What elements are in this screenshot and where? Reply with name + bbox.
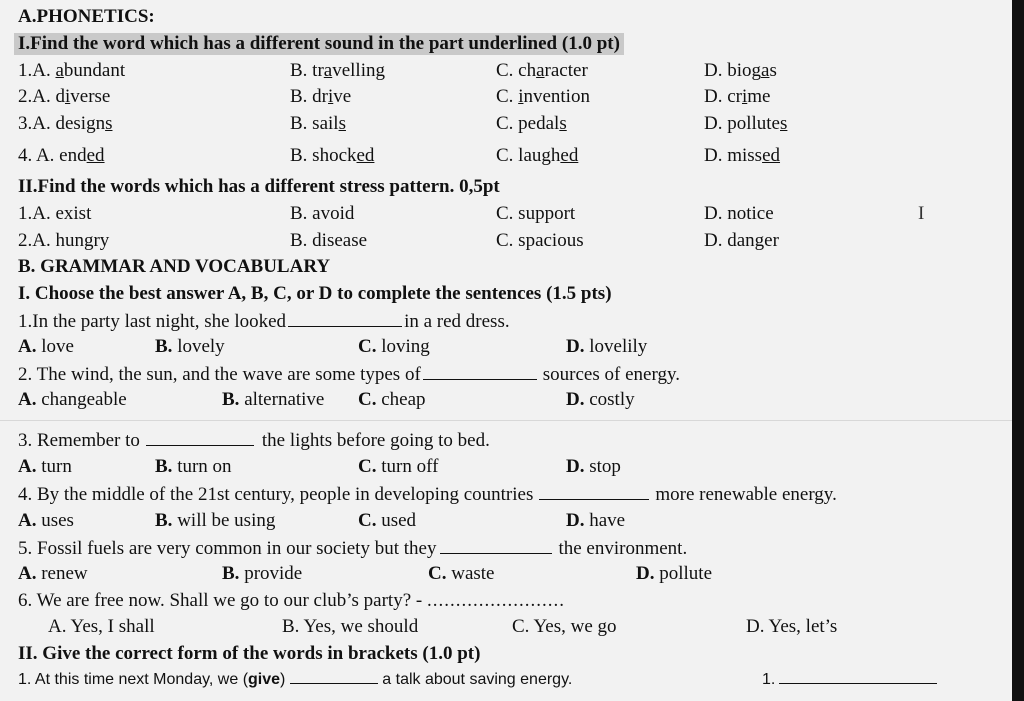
q2-option-a: A. changeable: [18, 389, 127, 410]
option-1d: D. biogas: [704, 60, 777, 81]
option-1a: 1.A. abundant: [18, 60, 126, 81]
answer-blank[interactable]: [423, 363, 537, 380]
answer-line-blank[interactable]: [779, 669, 937, 684]
option-2a: 2.A. diverse: [18, 86, 111, 107]
q3-option-d: D. stop: [566, 456, 621, 477]
option-2c: C. invention: [496, 86, 590, 107]
option-3c: C. pedals: [496, 113, 567, 134]
answer-line-1: 1.: [762, 669, 937, 691]
answer-blank[interactable]: [290, 669, 378, 684]
answer-dots[interactable]: ........................: [426, 590, 565, 611]
q6-option-b: B. Yes, we should: [282, 616, 419, 637]
question-6: 6. We are free now. Shall we go to our club’s party? - ........................: [18, 590, 565, 611]
option-1b: B. travelling: [290, 60, 385, 81]
question-4: 4. By the middle of the 21st century, people in developing countries more renewable energy.: [18, 484, 837, 505]
q2-option-c: C. cheap: [358, 389, 426, 410]
question-3: 3. Remember to the lights before going to bed.: [18, 430, 490, 451]
stress-1d: D. notice: [704, 203, 774, 224]
grammar-sec1-heading: I. Choose the best answer A, B, C, or D to complete the sentences (1.5 pts): [18, 283, 612, 304]
stress-1b: B. avoid: [290, 203, 355, 224]
q4-option-a: A. uses: [18, 510, 74, 531]
q6-option-d: D. Yes, let’s: [746, 616, 838, 637]
q5-option-b: B. provide: [222, 563, 303, 584]
grammar-sec2-heading: II. Give the correct form of the words in brackets (1.0 pt): [18, 643, 481, 664]
phonetics-title: A.PHONETICS:: [18, 6, 155, 27]
screen-edge: [1012, 0, 1024, 701]
stress-2c: C. spacious: [496, 230, 584, 251]
question-5: 5. Fossil fuels are very common in our society but they the environment.: [18, 538, 688, 559]
q1-option-b: B. lovely: [155, 336, 225, 357]
stress-2b: B. disease: [290, 230, 368, 251]
q1-option-c: C. loving: [358, 336, 430, 357]
option-1c: C. character: [496, 60, 588, 81]
q4-option-b: B. will be using: [155, 510, 276, 531]
option-2b: B. drive: [290, 86, 352, 107]
option-4a: 4. A. ended: [18, 145, 105, 166]
q4-option-d: D. have: [566, 510, 626, 531]
question-1: 1.In the party last night, she looked in a red dress.: [18, 311, 510, 332]
grammar-title: B. GRAMMAR AND VOCABULARY: [18, 256, 331, 277]
q2-option-b: B. alternative: [222, 389, 325, 410]
question-2: 2. The wind, the sun, and the wave are some types of sources of energy.: [18, 364, 680, 385]
option-4c: C. laughed: [496, 145, 579, 166]
stress-2d: D. danger: [704, 230, 779, 251]
q5-option-a: A. renew: [18, 563, 88, 584]
word-form-question-1: 1. At this time next Monday, we (give) a talk about saving energy.: [18, 671, 573, 688]
stress-1c: C. support: [496, 203, 576, 224]
stress-2a: 2.A. hungry: [18, 230, 110, 251]
answer-blank[interactable]: [440, 537, 552, 554]
answer-blank[interactable]: [288, 310, 402, 327]
answer-blank[interactable]: [539, 483, 649, 500]
answer-blank[interactable]: [146, 429, 254, 446]
q2-option-d: D. costly: [566, 389, 635, 410]
q3-option-a: A. turn: [18, 456, 72, 477]
text-cursor-icon: I: [918, 203, 925, 224]
stress-1a: 1.A. exist: [18, 203, 92, 224]
sec1-heading: I.Find the word which has a different sound in the part underlined (1.0 pt): [14, 33, 624, 55]
option-3b: B. sails: [290, 113, 346, 134]
option-4b: B. shocked: [290, 145, 375, 166]
q6-option-c: C. Yes, we go: [512, 616, 617, 637]
q3-option-c: C. turn off: [358, 456, 439, 477]
option-3d: D. pollutes: [704, 113, 788, 134]
option-3a: 3.A. designs: [18, 113, 113, 134]
q5-option-c: C. waste: [428, 563, 495, 584]
option-2d: D. crime: [704, 86, 771, 107]
q1-option-a: A. love: [18, 336, 74, 357]
sec2-heading: II.Find the words which has a different stress pattern. 0,5pt: [18, 176, 500, 197]
option-4d: D. missed: [704, 145, 781, 166]
page-divider: [0, 420, 1024, 421]
q4-option-c: C. used: [358, 510, 417, 531]
q5-option-d: D. pollute: [636, 563, 713, 584]
q6-option-a: A. Yes, I shall: [48, 616, 155, 637]
q3-option-b: B. turn on: [155, 456, 232, 477]
q1-option-d: D. lovelily: [566, 336, 648, 357]
